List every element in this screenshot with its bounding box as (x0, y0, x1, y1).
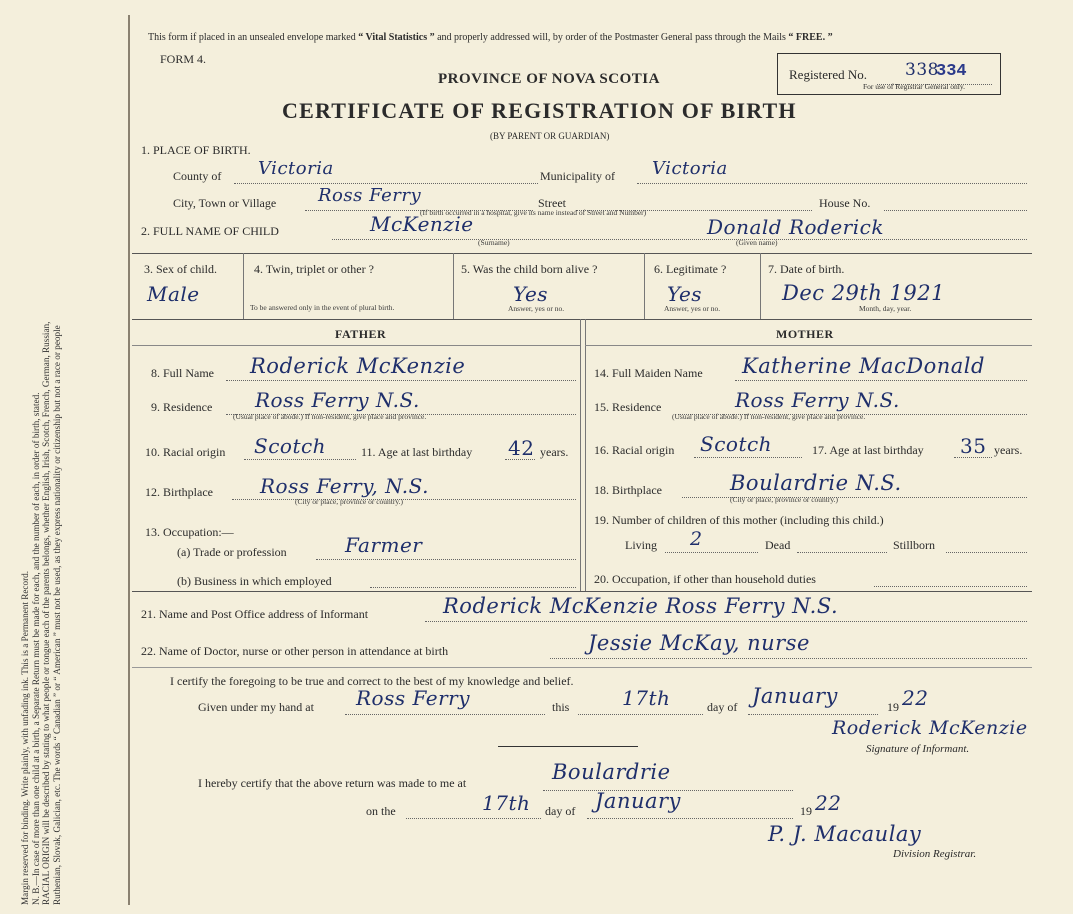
born-alive-note: Answer, yes or no. (508, 304, 565, 313)
mailing-notice-free: “ FREE. ” (788, 32, 833, 43)
born-alive-label: 5. Was the child born alive ? (461, 262, 598, 276)
city-label: City, Town or Village (173, 196, 277, 210)
registrar-signature-caption: Division Registrar. (893, 848, 977, 860)
mailing-notice-text: and properly addressed will, by order of the Postmaster General pass through the Mails (437, 32, 786, 43)
registrar-statement: I hereby certify that the above return was made to me at (198, 776, 467, 790)
father-birthplace-label: 12. Birthplace (145, 485, 213, 499)
given-under-hand-label: Given under my hand at (198, 700, 314, 714)
this-label: this (552, 700, 570, 714)
mother-name-label: 14. Full Maiden Name (594, 366, 703, 380)
father-name-label: 8. Full Name (151, 366, 214, 380)
registrar-year-prefix: 19 (800, 804, 812, 818)
county-label: County of (173, 169, 222, 183)
father-birthplace-note: (City or place, province or country.) (295, 497, 404, 506)
father-racial-origin-label: 10. Racial origin (145, 445, 226, 459)
mother-birthplace-label: 18. Birthplace (594, 483, 662, 497)
mother-birthplace-value: Boulardrie N.S. (730, 471, 902, 495)
given-name-caption: (Given name) (736, 238, 778, 247)
father-racial-origin-value: Scotch (254, 434, 327, 458)
plural-birth-note: To be answered only in the event of plural birth. (250, 303, 395, 312)
mailing-notice-text: This form if placed in an unsealed envelope marked (148, 32, 356, 43)
mother-children-label: 19. Number of children of this mother (including this child.) (594, 513, 884, 527)
certificate-title: CERTIFICATE OF REGISTRATION OF BIRTH (282, 98, 797, 123)
given-month-value: January (752, 684, 838, 708)
municipality-value: Victoria (652, 158, 728, 179)
mother-occupation-label: 20. Occupation, if other than household duties (594, 572, 816, 586)
mailing-notice (148, 32, 833, 43)
father-residence-note: (Usual place of abode.) If non-resident, give place and province. (233, 412, 427, 421)
registered-number-stamp: 334 (936, 62, 967, 81)
mailing-notice-quote: “ Vital Statistics ” (358, 32, 435, 43)
sex-label: 3. Sex of child. (144, 262, 217, 276)
father-occupation-label: 13. Occupation:— (145, 525, 234, 539)
mother-living-value: 2 (690, 528, 703, 550)
mother-residence-value: Ross Ferry N.S. (735, 388, 900, 412)
mother-age-value: 35 (960, 434, 987, 458)
mother-stillborn-label: Stillborn (893, 538, 936, 552)
mother-heading: MOTHER (776, 327, 834, 341)
father-age-value: 42 (508, 436, 535, 460)
registrar-day-value: 17th (482, 791, 531, 815)
father-residence-label: 9. Residence (151, 400, 213, 414)
sex-value: Male (147, 282, 200, 306)
child-name-label: 2. FULL NAME OF CHILD (141, 224, 279, 238)
father-birthplace-value: Ross Ferry, N.S. (260, 474, 430, 498)
province-heading: PROVINCE OF NOVA SCOTIA (438, 71, 660, 87)
margin-note-line: Margin reserved for binding. Write plainly, with unfading ink. This is a Permanent Record. (20, 570, 30, 905)
date-of-birth-label: 7. Date of birth. (768, 262, 845, 276)
day-of-label: day of (707, 700, 738, 714)
given-year-prefix: 19 (887, 700, 899, 714)
plural-birth-label: 4. Twin, triplet or other ? (254, 262, 374, 276)
binding-margin-border (128, 15, 130, 905)
born-alive-value: Yes (513, 282, 549, 306)
informant-signature-caption: Signature of Informant. (866, 743, 970, 755)
mother-living-label: Living (625, 538, 657, 552)
mother-dead-label: Dead (765, 538, 791, 552)
margin-note-line: RACIAL ORIGIN will be described by stating to what people or tongue each of the parents belongs, whether English, Irish, Scotch, French, German, Russian, (41, 321, 51, 905)
margin-note-line: N. B.—In case of more than one child at a birth, a Separate Return must be made for each, and the number of each, in order of birth, stated. (30, 392, 41, 905)
registered-number-handwritten: 338 (905, 60, 939, 80)
registrar-signature: P. J. Macaulay (768, 822, 922, 846)
informant-signature: Roderick McKenzie (832, 717, 1028, 739)
child-given-name-value: Donald Roderick (707, 215, 884, 239)
registrar-month-value: January (595, 789, 681, 813)
registered-label: Registered No. (789, 67, 867, 82)
father-name-value: Roderick McKenzie (250, 354, 466, 378)
on-the-label: on the (366, 804, 396, 818)
father-heading: FATHER (335, 327, 387, 341)
place-of-birth-label: 1. PLACE OF BIRTH. (141, 143, 251, 157)
informant-value: Roderick McKenzie Ross Ferry N.S. (443, 594, 839, 618)
child-surname-value: McKenzie (370, 212, 474, 236)
mother-racial-origin-value: Scotch (700, 432, 773, 456)
father-age-unit: years. (540, 445, 569, 459)
form-number: FORM 4. (160, 52, 207, 66)
given-place-value: Ross Ferry (356, 686, 471, 710)
margin-note-line: Ruthenian, Slovak, Galician, etc. The words “ Canadian ” or “ American ” must not be used, as they express nationality or citizenship but not a race or people (51, 325, 62, 905)
mother-age-unit: years. (994, 443, 1023, 457)
registrar-day-of-label: day of (545, 804, 576, 818)
house-number-label: House No. (819, 196, 871, 210)
mother-racial-origin-label: 16. Racial origin (594, 443, 675, 457)
legitimate-note: Answer, yes or no. (664, 304, 721, 313)
date-of-birth-value: Dec 29th 1921 (782, 281, 946, 305)
county-value: Victoria (258, 158, 334, 179)
mother-birthplace-note: (City or place, province or country.) (730, 495, 839, 504)
given-day-value: 17th (622, 686, 671, 710)
attendant-label: 22. Name of Doctor, nurse or other person in attendance at birth (141, 644, 449, 658)
surname-caption: (Surname) (478, 238, 510, 247)
legitimate-label: 6. Legitimate ? (654, 262, 727, 276)
street-label: Street (538, 196, 566, 210)
father-trade-value: Farmer (345, 533, 423, 557)
registrar-year-value: 22 (815, 791, 842, 815)
mother-residence-label: 15. Residence (594, 400, 662, 414)
municipality-label: Municipality of (540, 169, 615, 183)
registered-note: For use of Registrar General only. (863, 82, 965, 91)
date-of-birth-note: Month, day, year. (859, 304, 912, 313)
given-year-value: 22 (902, 686, 929, 710)
legitimate-value: Yes (667, 282, 703, 306)
attendant-value: Jessie McKay, nurse (588, 631, 810, 655)
father-residence-value: Ross Ferry N.S. (255, 388, 420, 412)
mother-residence-note: (Usual place of abode.) If non-resident, give place and province. (672, 412, 866, 421)
certificate-subtitle: (BY PARENT OR GUARDIAN) (490, 131, 610, 141)
hospital-note: (If birth occurred in a hospital, give its name instead of Street and Number) (420, 208, 647, 217)
father-age-label: 11. Age at last birthday (361, 445, 473, 459)
registrar-place-value: Boulardrie (552, 760, 671, 784)
informant-label: 21. Name and Post Office address of Informant (141, 607, 369, 621)
margin-instructions (20, 322, 62, 905)
father-trade-label: (a) Trade or profession (177, 545, 287, 559)
certification-statement: I certify the foregoing to be true and correct to the best of my knowledge and belief. (170, 674, 574, 688)
mother-age-label: 17. Age at last birthday (812, 443, 924, 457)
mother-name-value: Katherine MacDonald (742, 354, 985, 378)
city-value: Ross Ferry (318, 185, 422, 206)
father-business-label: (b) Business in which employed (177, 574, 332, 588)
